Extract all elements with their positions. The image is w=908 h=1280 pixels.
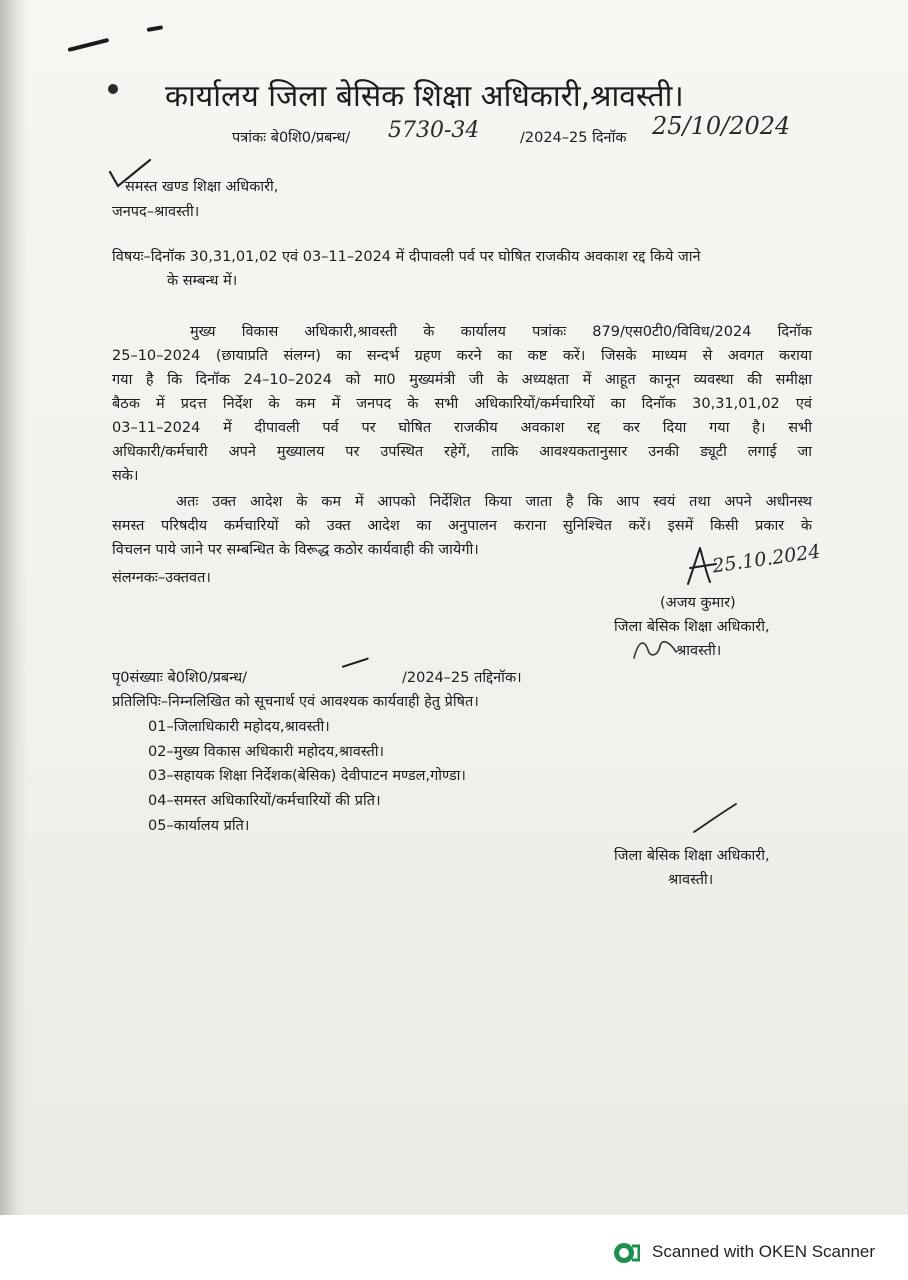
- enclosure-note: संलग्नकः–उक्तवत।: [112, 570, 211, 586]
- recipient-line-2: जनपद–श्रावस्ती।: [112, 204, 200, 220]
- copy-list-item: 03–सहायक शिक्षा निर्देशक(बेसिक) देवीपाटन मण्डल,गोण्डा।: [148, 768, 466, 784]
- letter-reference-number: 5730-34: [388, 118, 480, 143]
- letter-reference-year: /2024–25 दिनॉक: [520, 130, 627, 146]
- subject-line-2: के सम्बन्ध में।: [167, 273, 238, 289]
- para1-line: अधिकारी/कर्मचारी अपने मुख्यालय पर उपस्थित रहेगें, ताकि आवश्यकतानुसार उनकी ड्यूटी लगाई जा: [112, 444, 812, 460]
- copy-reference-year: /2024–25 तद्दिनॉक।: [402, 670, 522, 686]
- copy-list-item: 02–मुख्य विकास अधिकारी महोदय,श्रावस्ती।: [148, 744, 385, 760]
- para1-line: 03–11–2024 में दीपावली पर्व पर घोषित राजकीय अवकाश रद्द कर दिया गया है। सभी: [112, 420, 812, 436]
- para2-line: अतः उक्त आदेश के कम में आपको निर्देशित किया जाता है कि आप स्वयं तथा अपने अधीनस्थ: [176, 494, 812, 510]
- copy-sign-designation: जिला बेसिक शिक्षा अधिकारी,: [614, 848, 770, 864]
- para1-line: बैठक में प्रदत्त निर्देश के कम में जनपद के सभी अधिकारियों/कर्मचारियों का दिनॉक 30,31,01,02 एवं: [112, 396, 812, 412]
- signatory-name: (अजय कुमार): [660, 595, 736, 611]
- copy-intro: प्रतिलिपिः–निम्नलिखित को सूचनार्थ एवं आवश्यक कार्यवाही हेतु प्रेषित।: [112, 694, 479, 710]
- para1-line: सके।: [112, 468, 139, 484]
- para1-line: 25–10–2024 (छायाप्रति संलग्न) का सन्दर्भ ग्रहण करने का कष्ट करें। जिसके माध्यम से अवगत कराया: [112, 348, 812, 364]
- letter-date: 25/10/2024: [652, 112, 791, 140]
- signature-date: 25.10.2024: [710, 540, 822, 578]
- body-paragraph-1: [112, 320, 812, 488]
- copy-list-item: 01–जिलाधिकारी महोदय,श्रावस्ती।: [148, 719, 330, 735]
- signatory-place: श्रावस्ती।: [676, 643, 722, 659]
- copy-list-item: 04–समस्त अधिकारियों/कर्मचारियों की प्रति।: [148, 793, 381, 809]
- copy-list-item: 05–कार्यालय प्रति।: [148, 818, 250, 834]
- letter-reference-prefix: पत्रांकः बे0शि0/प्रबन्ध/: [232, 130, 351, 146]
- copy-sign-place: श्रावस्ती।: [668, 872, 714, 888]
- signature-scribble: [630, 632, 680, 664]
- para2-line: समस्त परिषदीय कर्मचारियों को उक्त आदेश का अनुपालन कराना सुनिश्चित करें। इसमें किसी प्रकार के: [112, 518, 812, 534]
- para2-line: विचलन पाये जाने पर सम्बन्धित के विरूद्ध कठोर कार्यवाही की जायेगी।: [112, 542, 479, 558]
- scanner-watermark-text: Scanned with OKEN Scanner: [652, 1242, 876, 1261]
- page-shadow-edge: [0, 0, 28, 1215]
- recipient-line-1: समस्त खण्ड शिक्षा अधिकारी,: [125, 179, 279, 195]
- signatory-designation: जिला बेसिक शिक्षा अधिकारी,: [614, 619, 770, 635]
- para1-line: गया है कि दिनॉक 24–10–2024 को मा0 मुख्यमंत्री जी के अध्यक्षता में आहूत कानून व्यवस्था की समीक्षा: [112, 372, 812, 388]
- copy-signature-stroke: [690, 800, 740, 836]
- para1-line: मुख्य विकास अधिकारी,श्रावस्ती के कार्यालय पत्रांकः 879/एस0टी0/विविध/2024 दिनॉक: [190, 324, 812, 340]
- copy-reference-prefix: पृ0संख्याः बे0शि0/प्रबन्ध/: [112, 670, 248, 686]
- oken-scanner-logo-icon: [612, 1241, 640, 1265]
- office-title: कार्यालय जिला बेसिक शिक्षा अधिकारी,श्रावस्ती।: [165, 79, 684, 114]
- pen-mark-3: [108, 84, 118, 94]
- subject-line-1: विषयः–दिनॉक 30,31,01,02 एवं 03–11–2024 में दीपावली पर्व पर घोषित राजकीय अवकाश रद्द किये जाने: [112, 249, 701, 265]
